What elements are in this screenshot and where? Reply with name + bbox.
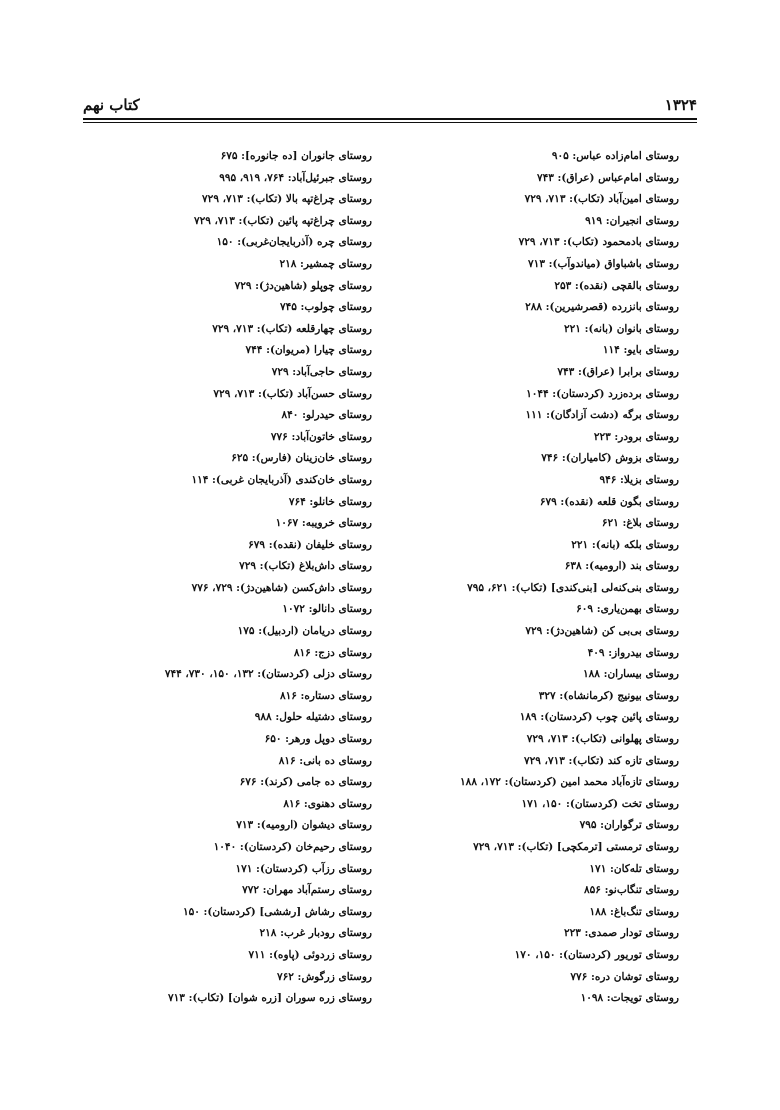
index-entry: روستای جانوران [ده جانوره]: ۶۷۵ bbox=[220, 150, 372, 162]
index-entry: روستای خلیفان (نقده): ۶۷۹ bbox=[248, 538, 372, 551]
index-entry: روستای چمشیر: ۲۱۸ bbox=[279, 257, 372, 270]
index-entry: روستای تویجات: ۱۰۹۸ bbox=[580, 992, 679, 1005]
index-entry: روستای برگه (دشت آزادگان): ۱۱۱ bbox=[525, 409, 679, 422]
index-entry: روستای دشتیله حلول: ۹۸۸ bbox=[254, 711, 372, 724]
index-entry: روستای تخت (کردستان): ۱۵۰، ۱۷۱ bbox=[521, 797, 679, 810]
index-entry: روستای دستاره: ۸۱۶ bbox=[279, 689, 372, 702]
index-column-right bbox=[379, 146, 679, 1010]
index-entry: روستای دانالو: ۱۰۷۲ bbox=[282, 603, 372, 616]
index-entry: روستای بالقچی (نقده): ۲۵۳ bbox=[554, 279, 679, 292]
page-number: ۱۳۲۴ bbox=[664, 96, 697, 114]
index-entry: روستای توشان دره: ۷۷۶ bbox=[570, 970, 679, 983]
index-entry: روستای حسن‌آباد (تکاب): ۷۱۳، ۷۲۹ bbox=[213, 387, 372, 400]
index-entry: روستای تازه کند (تکاب): ۷۱۳، ۷۲۹ bbox=[523, 754, 679, 767]
index-entry: روستای خان‌زینان (فارس): ۶۲۵ bbox=[231, 452, 372, 465]
index-entry: روستای بلکه (بانه): ۲۲۱ bbox=[571, 538, 679, 551]
index-entry: روستای امین‌آباد (تکاب): ۷۱۳، ۷۲۹ bbox=[524, 193, 679, 206]
header-rule-thick bbox=[83, 118, 697, 120]
index-entry: روستای بردەزرد (کردستان): ۱۰۴۴ bbox=[526, 387, 679, 400]
index-entry: روستای بیساران: ۱۸۸ bbox=[583, 668, 679, 681]
index-entry: روستای بانزرده (قصرشیرین): ۲۸۸ bbox=[525, 301, 679, 314]
index-entry: روستای داش‌کسن (شاهین‌دژ): ۷۲۹، ۷۷۶ bbox=[191, 581, 372, 594]
index-entry: روستای بیونیج (کرمانشاه): ۳۲۷ bbox=[538, 689, 679, 702]
index-entry: روستای خان‌کندی (آذربایجان غربی): ۱۱۴ bbox=[191, 473, 372, 486]
index-entry: روستای بایو: ۱۱۴ bbox=[602, 344, 679, 357]
index-entry: روستای بیدرواز: ۴۰۹ bbox=[587, 646, 679, 659]
index-entry: روستای خانلو: ۷۶۴ bbox=[288, 495, 372, 508]
index-entry: روستای چراغ‌تپه بالا (تکاب): ۷۱۳، ۷۲۹ bbox=[202, 193, 372, 206]
index-entry: روستای چولوب: ۷۴۵ bbox=[279, 301, 372, 314]
index-entry: روستای چراغ‌تپه پائین (تکاب): ۷۱۳، ۷۲۹ bbox=[193, 214, 372, 227]
header-rule-thin bbox=[83, 122, 697, 123]
index-entry: روستای خرویبه: ۱۰۶۷ bbox=[275, 517, 372, 530]
index-entry: روستای چوپلو (شاهین‌دژ): ۷۲۹ bbox=[234, 279, 372, 292]
index-entry: روستای پائین چوب (کردستان): ۱۸۹ bbox=[519, 711, 679, 724]
index-entry: روستای باشباواق (میاندوآب): ۷۱۳ bbox=[528, 257, 679, 270]
index-entry: روستای زردوئی (پاوه): ۷۱۱ bbox=[248, 948, 372, 961]
index-entry: روستای برابرا (عراق): ۷۴۳ bbox=[557, 365, 679, 378]
index-entry: روستای امام‌عباس (عراق): ۷۴۳ bbox=[536, 171, 679, 184]
index-entry: روستای بی‌بی کن (شاهین‌دژ): ۷۲۹ bbox=[525, 625, 679, 638]
index-entry: روستای دوپل ورهر: ۶۵۰ bbox=[264, 733, 372, 746]
index-entry: روستای زره سوران [زره شوان] (تکاب): ۷۱۳ bbox=[168, 992, 372, 1005]
index-entry: روستای بند (ارومیه): ۶۳۸ bbox=[564, 560, 679, 573]
index-entry: روستای بادمحمود (تکاب): ۷۱۳، ۷۲۹ bbox=[518, 236, 679, 249]
index-entry: روستای دزلی (کردستان): ۱۳۲، ۱۵۰، ۷۳۰، ۷۴۴ bbox=[164, 668, 372, 681]
index-entry: روستای دهنوی: ۸۱۶ bbox=[283, 797, 372, 810]
index-entry: روستای ترمستی [ترمکچی] (تکاب): ۷۱۳، ۷۲۹ bbox=[473, 841, 679, 853]
index-entry: روستای پهلوانی (تکاب): ۷۱۳، ۷۲۹ bbox=[526, 733, 679, 746]
index-entry: روستای چهارقلعه (تکاب): ۷۱۳، ۷۲۹ bbox=[212, 322, 372, 335]
index-entry: روستای رشاش [رششی] (کردستان): ۱۵۰ bbox=[182, 905, 372, 918]
index-entry: روستای بزیلا: ۹۴۶ bbox=[599, 473, 679, 486]
index-entry: روستای دزج: ۸۱۶ bbox=[293, 646, 372, 659]
index-entry: روستای رزآب (کردستان): ۱۷۱ bbox=[235, 862, 372, 875]
index-entry: روستای ترگواران: ۷۹۵ bbox=[579, 819, 679, 832]
index-entry: روستای ده جامی (کرند): ۶۷۶ bbox=[239, 776, 372, 789]
index-entry: روستای دریامان (اردبیل): ۱۷۵ bbox=[237, 625, 372, 638]
index-entry: روستای ده بانی: ۸۱۶ bbox=[278, 754, 372, 767]
page-header bbox=[83, 96, 697, 120]
index-entry: روستای انجیران: ۹۱۹ bbox=[585, 214, 679, 227]
index-entry: روستای رحیم‌خان (کردستان): ۱۰۴۰ bbox=[213, 841, 372, 853]
index-entry: روستای دیشوان (ارومیه): ۷۱۳ bbox=[236, 819, 372, 832]
index-entry: روستای تله‌کان: ۱۷۱ bbox=[589, 862, 679, 875]
index-entry: روستای حیدرلو: ۸۴۰ bbox=[281, 409, 372, 422]
index-entry: روستای تودار صمدی: ۲۲۳ bbox=[563, 927, 679, 940]
index-entry: روستای چیارا (مریوان): ۷۴۴ bbox=[245, 344, 372, 357]
index-entry: روستای حاجی‌آباد: ۷۲۹ bbox=[271, 365, 372, 378]
index-entry: روستای رستم‌آباد مهران: ۷۷۲ bbox=[242, 884, 372, 897]
index-entry: روستای بانوان (بانه): ۲۲۱ bbox=[564, 322, 679, 335]
book-title: کتاب نهم bbox=[83, 96, 140, 114]
index-entry: روستای بلاغ: ۶۲۱ bbox=[601, 517, 679, 530]
index-entry: روستای تازه‌آباد محمد امین (کردستان): ۱۷۲، ۱۸۸ bbox=[460, 776, 679, 789]
index-entry: روستای امام‌زاده عباس: ۹۰۵ bbox=[551, 150, 679, 162]
index-column-left bbox=[72, 146, 372, 1010]
index-entry: روستای بهمن‌یاری: ۶۰۹ bbox=[576, 603, 679, 616]
index-entry: روستای تنگ‌باغ: ۱۸۸ bbox=[589, 905, 679, 918]
index-entry: روستای چره (آذربایجان‌غربی): ۱۵۰ bbox=[216, 236, 372, 249]
index-entry: روستای داش‌بلاغ (تکاب): ۷۲۹ bbox=[239, 560, 372, 573]
index-entry: روستای بزوش (کامیاران): ۷۴۶ bbox=[541, 452, 679, 465]
index-entry: روستای رودبار غرب: ۲۱۸ bbox=[259, 927, 372, 940]
index-entry: روستای تنگاب‌نو: ۸۵۶ bbox=[584, 884, 679, 897]
index-entry: روستای خاتون‌آباد: ۷۷۶ bbox=[270, 430, 372, 443]
index-entry: روستای جبرئیل‌آباد: ۷۶۴، ۹۱۹، ۹۹۵ bbox=[219, 171, 372, 184]
index-entry: روستای برودر: ۲۲۳ bbox=[593, 430, 679, 443]
index-entry: روستای بنی‌کنه‌لی [بنی‌کندی] (تکاب): ۶۲۱، ۷۹۵ bbox=[467, 581, 679, 594]
index-entry: روستای توریور (کردستان): ۱۵۰، ۱۷۰ bbox=[514, 948, 679, 961]
index-entry: روستای زرگوش: ۷۶۲ bbox=[276, 970, 372, 983]
index-entry: روستای بگون قلعه (نقده): ۶۷۹ bbox=[539, 495, 679, 508]
